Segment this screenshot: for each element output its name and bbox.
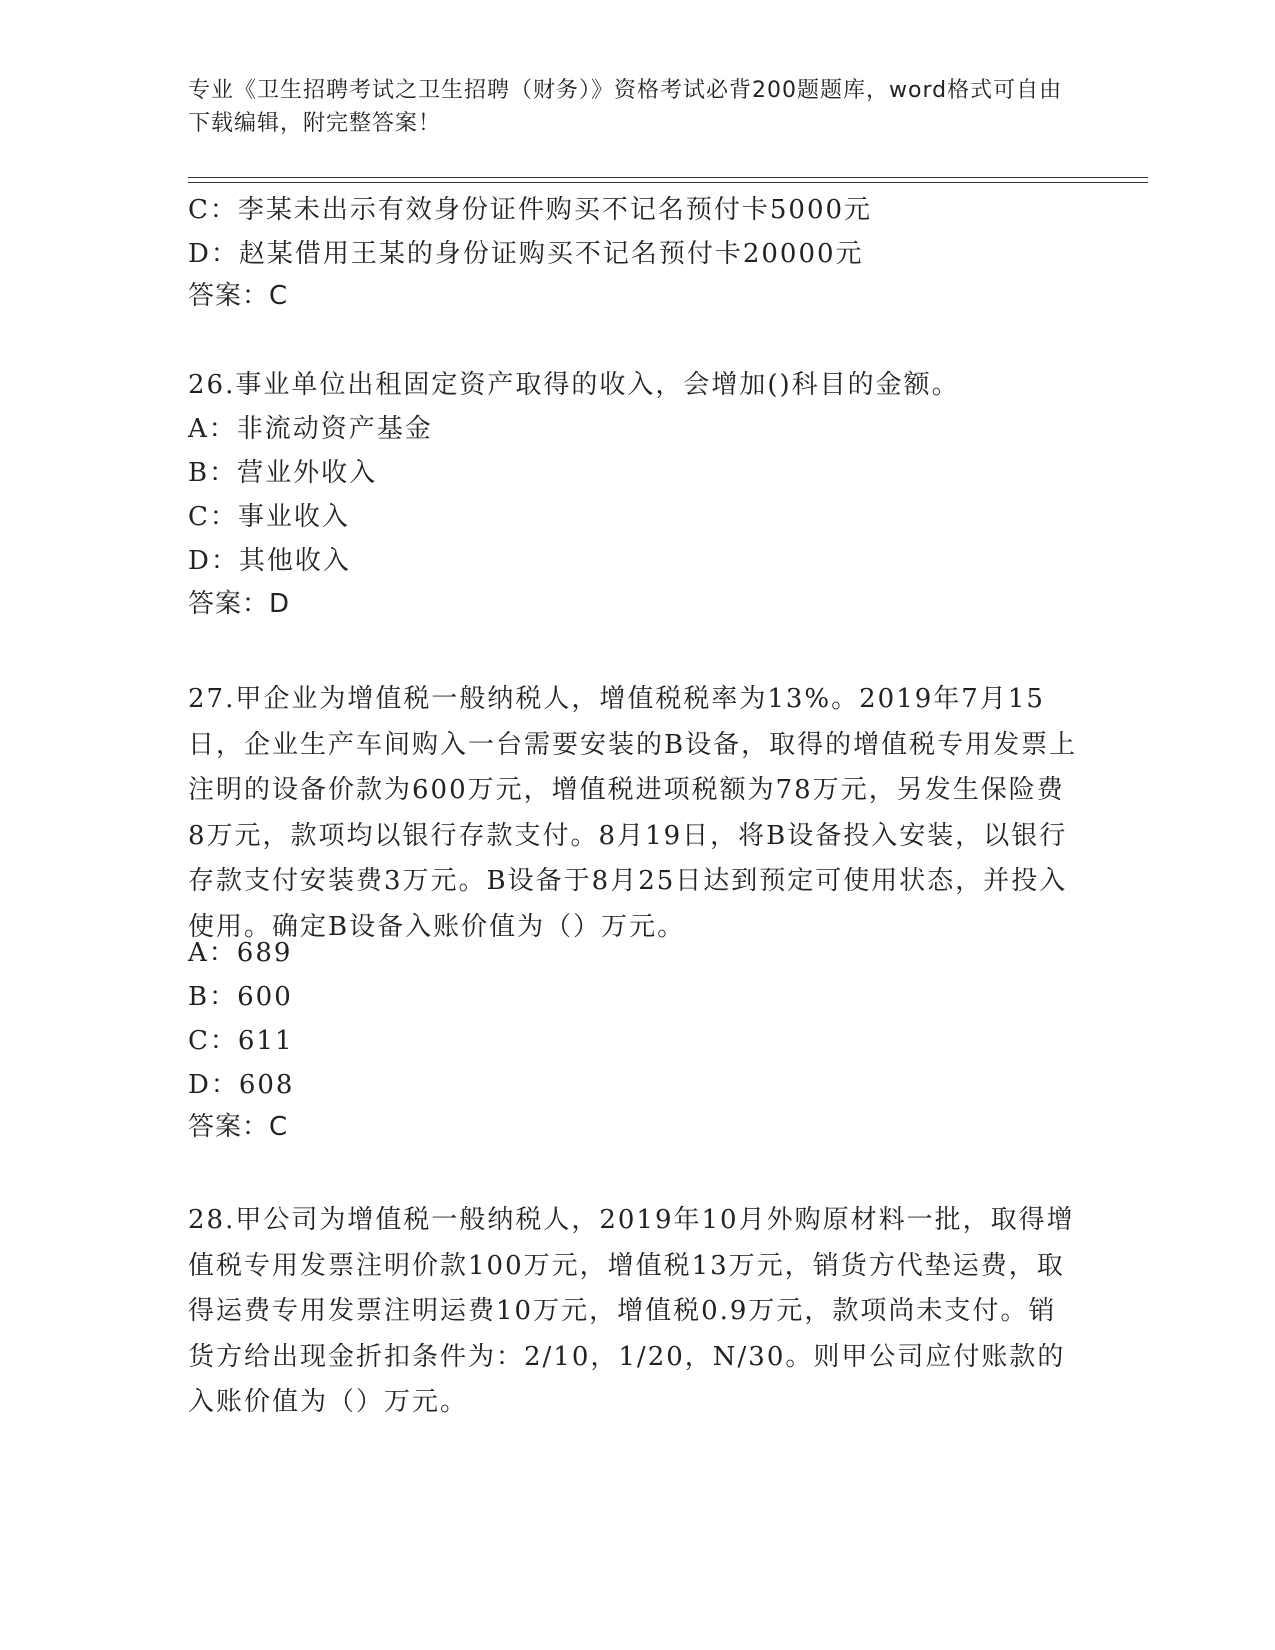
header-divider-bottom [188, 182, 1148, 183]
q27-stem: 27.甲企业为增值税一般纳税人，增值税税率为13%。2019年7月15日，企业生产车间购入一台需要安装的B设备，取得的增值税专用发票上注明的设备价款为600万元，增值税进项税额为78万元，另发生保险费8万元，款项均以银行存款支付。8月19日，将B设备投入安装，以银行存款支付安装费3万元。B设备于8月25日达到预定可使用状态，并投入使用。确定B设备入账价值为（）万元。 [188, 684, 1078, 942]
q26-option-d: D：其他收入 [188, 546, 351, 576]
q25-option-d: D：赵某借用王某的身份证购买不记名预付卡20000元 [188, 239, 864, 269]
q27-answer: 答案：C [188, 1112, 289, 1142]
q28-stem: 28.甲公司为增值税一般纳税人，2019年10月外购原材料一批，取得增值税专用发票注明价款100万元，增值税13万元，销货方代垫运费，取得运费专用发票注明运费10万元，增值税0.9万元，款项尚未支付。销货方给出现金折扣条件为：2/10，1/20，N/30。则甲公司应付账款的入账价值为（）万元。 [188, 1205, 1075, 1417]
document-header: 专业《卫生招聘考试之卫生招聘（财务）》资格考试必背200题题库，word格式可自由下载编辑，附完整答案！ [188, 78, 1063, 136]
q27-option-a: A：689 [188, 938, 293, 968]
q26-option-a: A：非流动资产基金 [188, 414, 433, 444]
q25-answer: 答案：C [188, 281, 289, 311]
q26-option-b: B：营业外收入 [188, 458, 378, 488]
q27-option-b: B：600 [188, 982, 293, 1012]
q27-option-d: D：608 [188, 1070, 295, 1100]
header-divider-top [188, 177, 1148, 178]
q26-stem: 26.事业单位出租固定资产取得的收入，会增加()科目的金额。 [188, 370, 960, 400]
q27-option-c: C：611 [188, 1026, 294, 1056]
q26-option-c: C：事业收入 [188, 502, 350, 532]
q25-option-c: C：李某未出示有效身份证件购买不记名预付卡5000元 [188, 195, 873, 225]
q26-answer: 答案：D [188, 589, 291, 619]
